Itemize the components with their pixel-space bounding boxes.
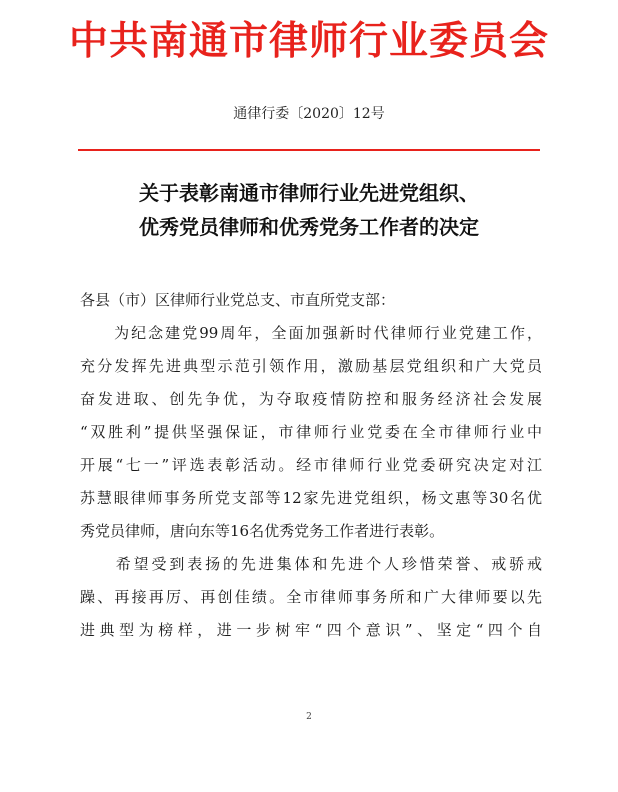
- paragraph-line: 希望受到表扬的先进集体和先进个人珍惜荣誉、戒骄戒: [80, 555, 542, 573]
- paragraph-line: 躁、再接再厉、再创佳绩。全市律师事务所和广大律师要以先: [80, 588, 542, 606]
- red-divider-line: [78, 149, 540, 151]
- document-title: [0, 176, 618, 244]
- salutation: 各县（市）区律师行业党总支、市直所党支部：: [80, 291, 396, 309]
- paragraph-line: 充分发挥先进典型示范引领作用，激励基层党组织和广大党员: [80, 357, 542, 375]
- paragraph-line: 开展“七一”评选表彰活动。经市律师行业党委研究决定对江: [80, 456, 542, 474]
- document-number: 通律行委〔2020〕12号: [233, 106, 385, 122]
- page-number: 2: [306, 712, 312, 722]
- document-title-line-1: 关于表彰南通市律师行业先进党组织、: [139, 181, 479, 205]
- document-title-line-2: 优秀党员律师和优秀党务工作者的决定: [139, 215, 479, 239]
- paragraph-line: 苏慧眼律师事务所党支部等12家先进党组织，杨文惠等30名优: [80, 489, 542, 507]
- paragraph-line: 为纪念建党99周年，全面加强新时代律师行业党建工作，: [80, 324, 542, 342]
- paragraph-line: 秀党员律师，唐向东等16名优秀党务工作者进行表彰。: [80, 522, 445, 540]
- red-header-organization: 中共南通市律师行业委员会: [68, 19, 549, 64]
- paragraph-line: 进典型为榜样，进一步树牢“四个意识”、坚定“四个自: [80, 621, 542, 639]
- document-body: [80, 284, 542, 647]
- paragraph-1: [80, 317, 542, 548]
- paragraph-line: 奋发进取、创先争优，为夺取疫情防控和服务经济社会发展: [80, 390, 542, 408]
- paragraph-line: “双胜利”提供坚强保证，市律师行业党委在全市律师行业中: [80, 423, 542, 441]
- paragraph-2: [80, 548, 542, 647]
